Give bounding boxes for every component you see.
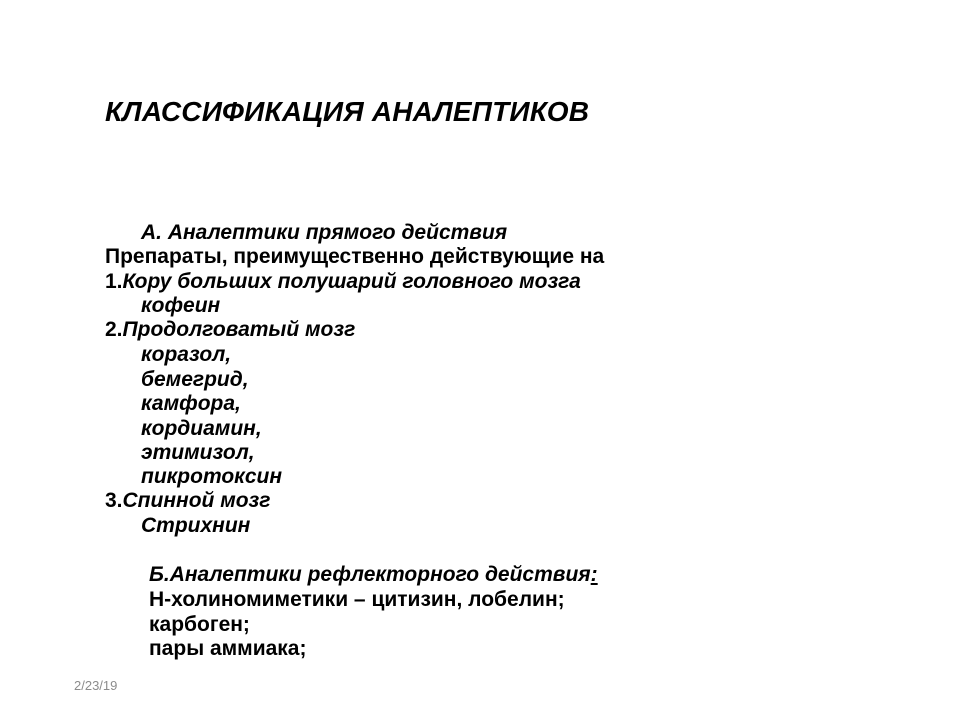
- item-2-drug: камфора,: [141, 392, 241, 415]
- item-2-drug: бемегрид,: [141, 368, 249, 391]
- slide-title: КЛАССИФИКАЦИЯ АНАЛЕПТИКОВ: [105, 96, 590, 127]
- section-b-line: пары аммиака;: [149, 637, 307, 660]
- item-2: [105, 319, 355, 340]
- section-b-heading-colon: :: [590, 563, 598, 586]
- item-2-text: Продолговатый мозг: [122, 318, 356, 341]
- item-2-drug: этимизол,: [141, 441, 255, 464]
- item-1-text: Кору больших полушарий головного мозга: [122, 270, 581, 293]
- item-2-drug: кордиамин,: [141, 417, 262, 440]
- item-3-number: 3.: [105, 489, 123, 512]
- section-b-heading-text: Б.Аналептики рефлекторного действия: [149, 563, 591, 586]
- item-2-number: 2.: [105, 318, 123, 341]
- section-b-line: карбоген;: [149, 613, 250, 636]
- item-1-number: 1.: [105, 270, 123, 293]
- slide-date: 2/23/19: [74, 678, 118, 693]
- item-2-drug: пикротоксин: [141, 465, 283, 488]
- section-b-heading: [149, 564, 598, 585]
- item-2-drug: коразол,: [141, 343, 232, 366]
- item-3-drug: Стрихнин: [141, 514, 251, 537]
- section-b-line: Н-холиномиметики – цитизин, лобелин;: [149, 588, 565, 611]
- section-a-intro: Препараты, преимущественно действующие на: [105, 245, 605, 268]
- item-1: [105, 271, 581, 292]
- section-a-heading: А. Аналептики прямого действия: [141, 221, 508, 244]
- item-1-drug: кофеин: [141, 294, 221, 317]
- item-3: [105, 490, 270, 511]
- item-3-text: Спинной мозг: [122, 489, 271, 512]
